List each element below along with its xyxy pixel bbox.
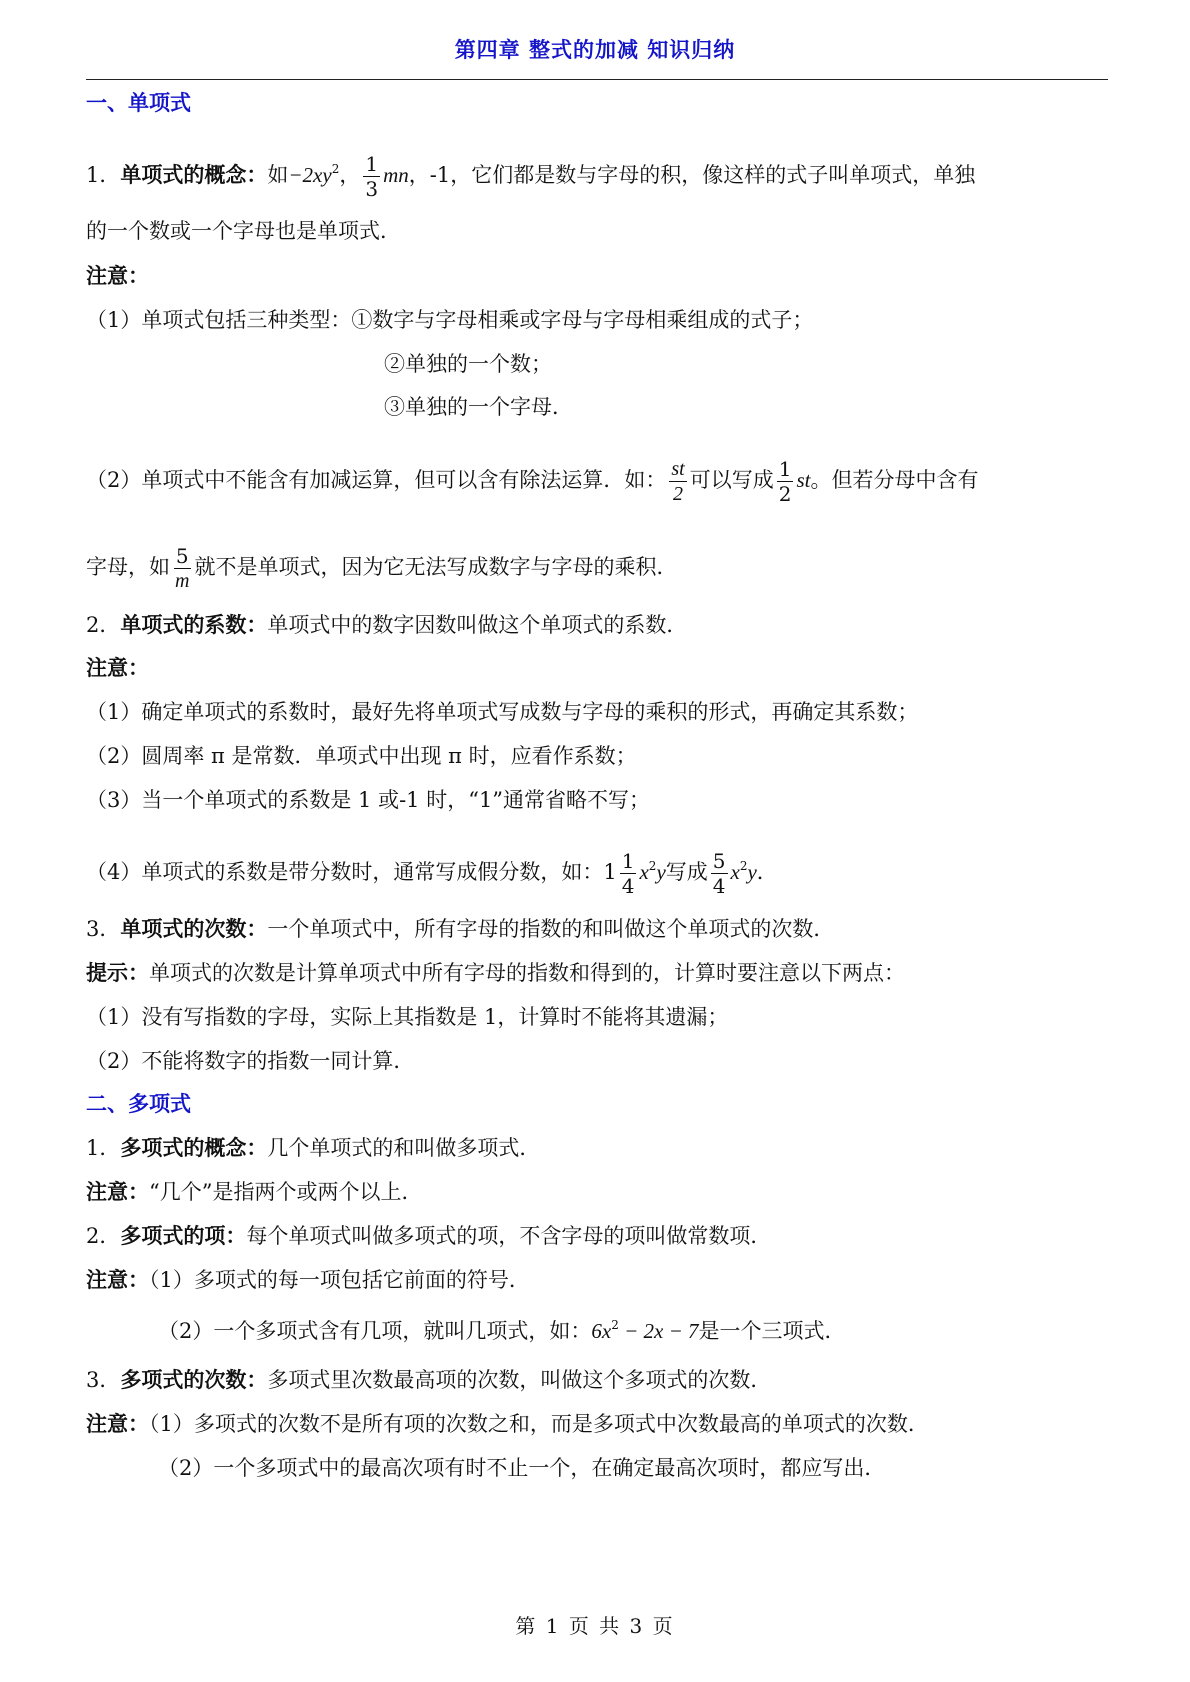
note-item-continuation: 字母，如 $\frac{5}{m}$ 就不是单项式，因为它无法写成数字与字母的乘积． <box>86 544 678 592</box>
note-line: 注意：“几个”是指两个或两个以上． <box>86 1180 423 1204</box>
note-item-trinomial: （2）一个多项式含有几项，就叫几项式，如：$6x^2 - 2x - 7$是一个三项式． <box>158 1318 846 1343</box>
fraction-five-quarters: $\frac{5}{4}$ <box>712 849 726 898</box>
note-item: （1）单项式包括三种类型：①数字与字母相乘或字母与字母相乘组成的式子； <box>86 308 814 332</box>
tip-label: 提示： <box>86 961 149 985</box>
mixed-whole: 1 <box>603 860 617 884</box>
note-item: ②单独的一个数； <box>384 352 552 376</box>
text: ，-1，它们都是数与字母的积，像这样的式子叫单项式，单独 <box>408 163 976 187</box>
exponent: 2 <box>331 162 340 176</box>
term-label: 多项式的次数： <box>120 1368 268 1392</box>
fraction-st-over-2: $\frac{st}{2}$ <box>671 458 685 505</box>
note-item: （1）确定单项式的系数时，最好先将单项式写成数与字母的乘积的形式，再确定其系数； <box>86 700 919 724</box>
paragraph-line: 的一个数或一个字母也是单项式． <box>86 219 401 243</box>
header-divider <box>86 79 1108 80</box>
tip-item: （2）不能将数字的指数一同计算． <box>86 1049 415 1073</box>
term-label: 多项式的概念： <box>120 1136 268 1160</box>
page-title: 第四章 整式的加减 知识归纳 <box>454 38 736 62</box>
fraction-one-third: $\frac{1}{3}$ <box>365 152 379 201</box>
note-label: 注意： <box>86 264 149 288</box>
term-label: 单项式的系数： <box>120 613 268 637</box>
math-expr: − 2x − 7 <box>618 1319 699 1343</box>
term-label: 单项式的次数： <box>120 917 268 941</box>
math-expr: mn <box>383 163 409 187</box>
note-item: （2）圆周率 π 是常数．单项式中出现 π 时，应看作系数； <box>86 744 637 768</box>
fraction-one-quarter: $\frac{1}{4}$ <box>621 849 635 898</box>
page-footer: 第 1 页 共 3 页 <box>515 1614 675 1638</box>
note-line: 注意：（1）多项式的每一项包括它前面的符号． <box>86 1268 530 1292</box>
polynomial-term-line: 2．多项式的项：每个单项式叫做多项式的项，不含字母的项叫做常数项． <box>86 1224 772 1248</box>
monomial-coefficient-line: 2．单项式的系数：单项式中的数字因数叫做这个单项式的系数． <box>86 613 688 637</box>
math-expr: 6x <box>591 1319 612 1343</box>
monomial-degree-line: 3．单项式的次数：一个单项式中，所有字母的指数的和叫做这个单项式的次数． <box>86 917 835 941</box>
note-label: 注意： <box>86 1180 149 1204</box>
monomial-concept-line <box>86 152 975 201</box>
item-number: 1． <box>86 163 121 187</box>
fraction-5-over-m: $\frac{5}{m}$ <box>175 544 190 592</box>
term-label: 多项式的项： <box>120 1224 247 1248</box>
math-expr: −2xy <box>288 163 332 187</box>
tip-line: 提示：单项式的次数是计算单项式中所有字母的指数和得到的，计算时要注意以下两点： <box>86 961 905 985</box>
polynomial-degree-line: 3．多项式的次数：多项式里次数最高项的次数，叫做这个多项式的次数． <box>86 1368 772 1392</box>
section-heading-polynomial: 二、多项式 <box>86 1092 191 1116</box>
term-label: 单项式的概念： <box>120 163 268 187</box>
text: 如 <box>267 163 289 187</box>
note-item-division: （2）单项式中不能含有加减运算，但可以含有除法运算．如： $\frac{st}{2}$ 可以写成 $\frac{1}{2}$ st。但若分母中含有 <box>86 457 979 506</box>
text: ， <box>339 163 361 187</box>
section-heading-monomial: 一、单项式 <box>86 91 191 115</box>
note-line: 注意：（1）多项式的次数不是所有项的次数之和，而是多项式中次数最高的单项式的次数． <box>86 1412 929 1436</box>
note-item-mixed-number: （4）单项式的系数是带分数时，通常写成假分数，如：1 $\frac{1}{4}$ $x^2y$写成 $\frac{5}{4}$ $x^2y$． <box>86 849 778 898</box>
note-item: （2）一个多项式中的最高次项有时不止一个，在确定最高次项时，都应写出． <box>158 1456 886 1480</box>
tip-item: （1）没有写指数的字母，实际上其指数是 1，计算时不能将其遗漏； <box>86 1005 729 1029</box>
note-label: 注意： <box>86 1268 149 1292</box>
note-label: 注意： <box>86 656 149 680</box>
math-expr: st <box>796 468 811 492</box>
note-label: 注意： <box>86 1412 149 1436</box>
note-item: ③单独的一个字母． <box>384 395 573 419</box>
fraction-one-half: $\frac{1}{2}$ <box>778 457 792 506</box>
note-item: （3）当一个单项式的系数是 1 或-1 时，“1”通常省略不写； <box>86 788 651 812</box>
polynomial-concept-line: 1．多项式的概念：几个单项式的和叫做多项式． <box>86 1136 541 1160</box>
